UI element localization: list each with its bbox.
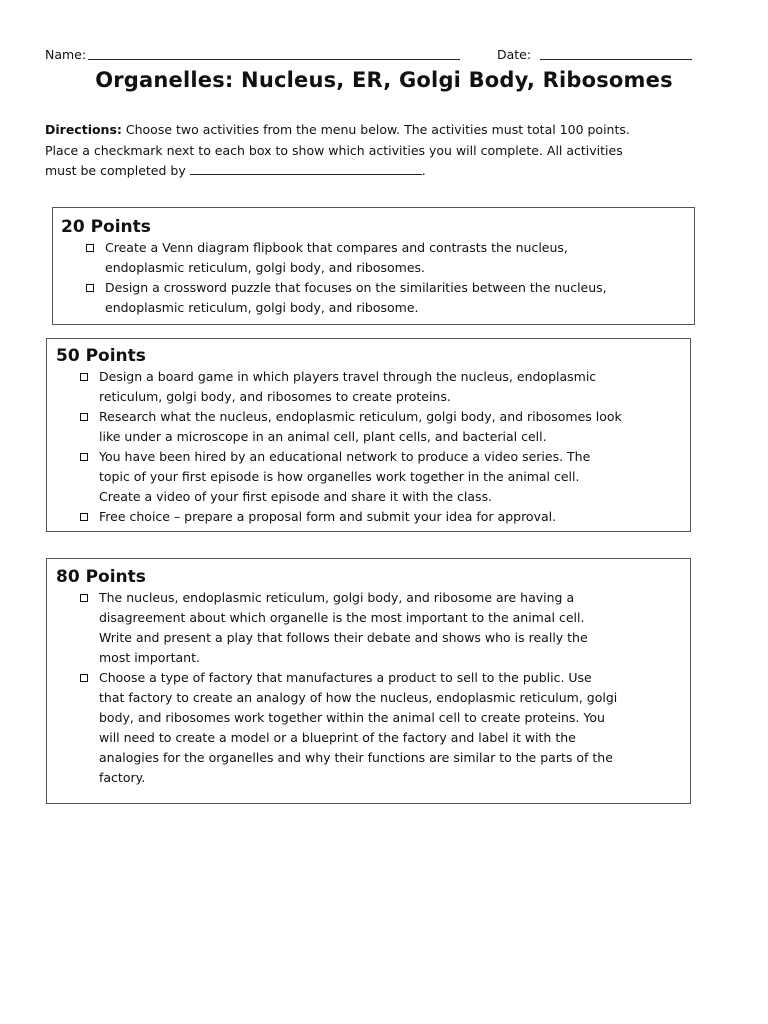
activity-list <box>77 588 690 788</box>
name-label: Name: <box>45 47 87 62</box>
date-label: Date: <box>497 47 532 62</box>
activity-text: The nucleus, endoplasmic reticulum, golgi body, and ribosome are having a <box>99 590 575 605</box>
checkbox[interactable] <box>80 373 88 381</box>
checkbox[interactable] <box>80 513 88 521</box>
activity-text: body, and ribosomes work together within the animal cell to create proteins. You <box>99 710 605 725</box>
activity-text: Design a board game in which players travel through the nucleus, endoplasmic <box>99 369 597 384</box>
activity-text: endoplasmic reticulum, golgi body, and ribosome. <box>105 300 419 315</box>
activity-text: Create a video of your first episode and share it with the class. <box>99 489 493 504</box>
checkbox[interactable] <box>80 413 88 421</box>
section-20-points <box>52 207 695 325</box>
activity-text: You have been hired by an educational network to produce a video series. The <box>99 449 591 464</box>
activity-text: endoplasmic reticulum, golgi body, and ribosomes. <box>105 260 426 275</box>
activity-item <box>77 507 690 527</box>
activity-text: most important. <box>99 650 200 665</box>
activity-item <box>83 238 694 278</box>
activity-text: factory. <box>99 770 146 785</box>
activity-text: disagreement about which organelle is the most important to the animal cell. <box>99 610 585 625</box>
activity-item <box>83 278 694 318</box>
section-heading: 50 Points <box>56 346 146 366</box>
activity-text: like under a microscope in an animal cell, plant cells, and bacterial cell. <box>99 429 547 444</box>
directions-line-3-end: . <box>421 163 426 178</box>
activity-text: Design a crossword puzzle that focuses on the similarities between the nucleus, <box>105 280 607 295</box>
activity-text: Research what the nucleus, endoplasmic reticulum, golgi body, and ribosomes look <box>99 409 622 424</box>
checkbox[interactable] <box>80 453 88 461</box>
directions-paragraph <box>45 120 705 182</box>
activity-item <box>77 407 690 447</box>
checkbox[interactable] <box>80 594 88 602</box>
due-date-blank-field[interactable] <box>190 163 422 175</box>
activity-item <box>77 447 690 507</box>
directions-label: Directions: <box>45 122 122 137</box>
activity-text: reticulum, golgi body, and ribosomes to create proteins. <box>99 389 451 404</box>
checkbox[interactable] <box>86 244 94 252</box>
section-50-points <box>46 338 691 532</box>
directions-line-3: must be completed by <box>45 163 190 178</box>
activity-text: will need to create a model or a blueprint of the factory and label it with the <box>99 730 576 745</box>
section-80-points <box>46 558 691 804</box>
activity-item <box>77 588 690 668</box>
activity-item <box>77 668 690 788</box>
activity-text: Write and present a play that follows their debate and shows who is really the <box>99 630 588 645</box>
activity-text: topic of your first episode is how organelles work together in the animal cell. <box>99 469 580 484</box>
activity-list <box>77 367 690 527</box>
activity-item <box>77 367 690 407</box>
activity-text: Create a Venn diagram flipbook that compares and contrasts the nucleus, <box>105 240 568 255</box>
checkbox[interactable] <box>80 674 88 682</box>
activity-text: analogies for the organelles and why their functions are similar to the parts of the <box>99 750 613 765</box>
directions-line-1: Choose two activities from the menu below. The activities must total 100 points. <box>121 122 630 137</box>
page-title: Organelles: Nucleus, ER, Golgi Body, Ribosomes <box>95 68 673 92</box>
activity-text: Choose a type of factory that manufactures a product to sell to the public. Use <box>99 670 592 685</box>
date-blank-field[interactable] <box>540 59 692 60</box>
activity-text: Free choice – prepare a proposal form and submit your idea for approval. <box>99 509 557 524</box>
name-blank-field[interactable] <box>88 59 460 60</box>
activity-list <box>83 238 694 318</box>
directions-line-2: Place a checkmark next to each box to show which activities you will complete. All activities <box>45 142 623 158</box>
section-heading: 80 Points <box>56 567 146 587</box>
checkbox[interactable] <box>86 284 94 292</box>
section-heading: 20 Points <box>61 217 151 237</box>
activity-text: that factory to create an analogy of how the nucleus, endoplasmic reticulum, golgi <box>99 690 618 705</box>
